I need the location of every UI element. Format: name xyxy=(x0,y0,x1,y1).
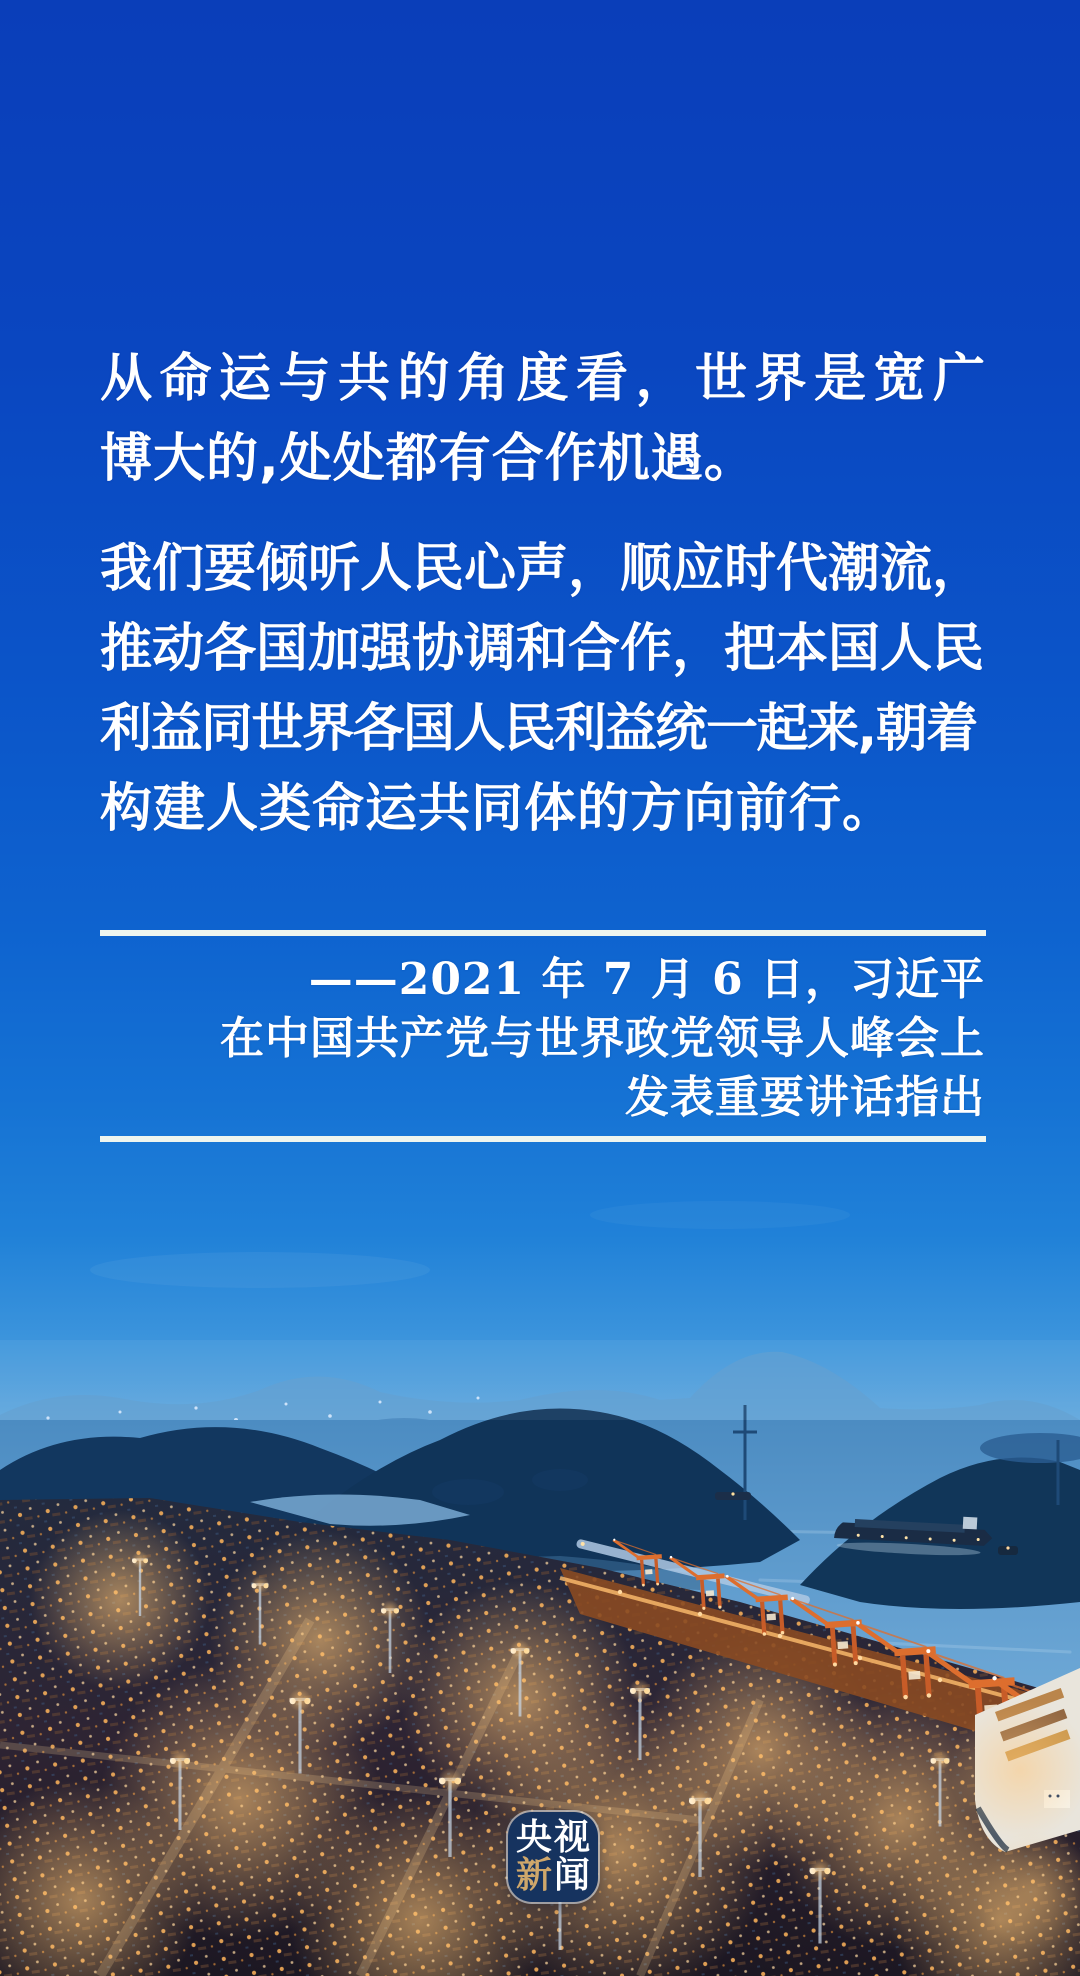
quote-line: 利益同世界各国人民利益统一起来,朝着 xyxy=(100,699,977,759)
attribution-block xyxy=(100,950,985,1127)
quote-line: 构建人类命运共同体的方向前行。 xyxy=(100,779,896,839)
divider-bottom xyxy=(100,1136,986,1142)
divider-top xyxy=(100,930,986,936)
quote-paragraph-2 xyxy=(100,529,985,849)
logo-char: 新 xyxy=(515,1855,552,1896)
quote-line: 推动各国加强协调和合作，把本国人民 xyxy=(100,619,985,679)
attribution-line: 发表重要讲话指出 xyxy=(625,1072,985,1123)
logo-char: 央 xyxy=(515,1817,552,1858)
cctv-news-logo xyxy=(508,1812,598,1902)
quote-block xyxy=(100,339,993,849)
quote-paragraph-1 xyxy=(100,339,993,499)
quote-line: 博大的,处处都有合作机遇。 xyxy=(100,429,757,489)
attribution-line: ——2021 年 7 月 6 日，习近平 xyxy=(308,954,985,1005)
attribution-line: 在中国共产党与世界政党领导人峰会上 xyxy=(220,1013,985,1064)
quote-line: 从命运与共的角度看，世界是宽广 xyxy=(100,349,993,409)
logo-char: 视 xyxy=(553,1817,590,1858)
quote-line: 我们要倾听人民心声，顺应时代潮流， xyxy=(100,539,985,599)
logo-char: 闻 xyxy=(553,1855,590,1896)
